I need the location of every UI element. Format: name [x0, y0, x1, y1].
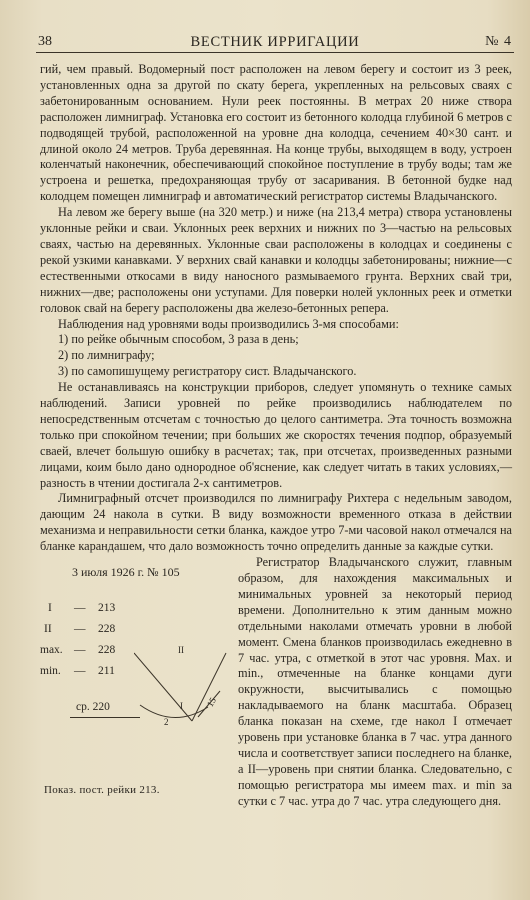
page-header — [38, 30, 512, 52]
registrator-arc-diagram — [134, 645, 228, 739]
figure-row — [40, 664, 126, 678]
figure-average-rule — [70, 717, 140, 718]
figure-row-name: max. — [40, 644, 63, 657]
header-rule — [36, 52, 514, 53]
registrator-blank-figure — [40, 557, 230, 797]
journal-title: ВЕСТНИК ИРРИГАЦИИ — [190, 34, 360, 50]
list-item: 1) по рейке обычным способом, 3 раза в день; — [58, 332, 299, 347]
figure-row-value: 228 — [98, 623, 116, 636]
figure-row-dash: — — [74, 644, 86, 657]
diagram-label-15: 15 — [204, 695, 218, 709]
diagram-label-i: I — [180, 701, 183, 712]
figure-row-dash: — — [74, 665, 86, 678]
paragraph: гий, чем правый. Водомерный пост расположен на левом берегу и состоит из 3 реек, установленных одна за другой по скату берега, укрепленных на рельсовых сваях с забетонированным основанием. Нули реек постоянны. В метрах 20 ниже створа расположен лимниграф. Установка его состоит из бетонного колодца глубиной 6 метров с подводящей трубой, расположенной на уровне дна колодца, сечением 40×30 сант. и длиной около 24 метров. Труба деревянная. На конце трубы, выходящем в воду, устроен коленчатый наконечник, обеспечивающий спокойное поступление в трубу воды; там же устроена и решетка, предохраняющая трубу от засаривания. В бетонной будке над колодцем помещен лимниграф и автоматический регистратор системы Владычанского. — [40, 62, 512, 204]
figure-row-name: I — [48, 602, 52, 615]
figure-row — [40, 601, 126, 615]
diagram-label-2: 2 — [164, 717, 169, 728]
list-item: 3) по самопишущему регистратору сист. Владычанского. — [58, 364, 357, 379]
paragraph: Не останавливаясь на конструкции приборов, следует упомянуть о технике самых наблюдений. Записи уровней по рейке производились наблюдателем по непосредственным отсчетам с точностью до целого сантиметра. Эта точность возможна только при спокойном течении; при больших же скоростях течения подпор, образуемый сваей, влечет большую ошибку в расчетах; так, при отсчетах, произведенных разными лицами, коим было дано однородное об'яснение, как следует читать в таких условиях,—разность в чтении достигала 2-х сантиметров. — [40, 380, 512, 490]
diagram-arc — [140, 705, 208, 718]
paragraph: Лимниграфный отсчет производился по лимниграфу Рихтера с недельным заводом, дающим 24 накола в сутки. В виду возможности временного отказа в действии механизма и неправильности сетки бланка, каждое утро 7-ми часовой накол отмечался на бланке карандашем, что дало возможность точно определить данные за каждые сутки. — [40, 491, 512, 554]
paragraph: Наблюдения над уровнями воды производились 3-мя способами: — [58, 316, 399, 331]
diagram-label-ii: II — [178, 645, 184, 656]
list-item: 2) по лимниграфу; — [58, 348, 155, 363]
figure-row — [40, 643, 126, 657]
figure-date-caption: 3 июля 1926 г. № 105 — [72, 565, 180, 580]
figure-row-dash: — — [74, 602, 86, 615]
issue-number: № 4 — [485, 34, 512, 49]
figure-row-dash: — — [74, 623, 86, 636]
diagram-ray-left — [134, 653, 192, 721]
figure-row-value: 211 — [98, 665, 115, 678]
figure-row-name: II — [44, 623, 52, 636]
paragraph: На левом же берегу выше (на 320 метр.) и ниже (на 213,4 метра) створа установлены уклонные рейки и сваи. Уклонных реек верхних и нижних по 3—частью на рельсовых сваях, частью на деревянных. Уклонные сваи расположены в колодцах и соединены с рекой узкими канавками. У верхних свай канавки и колодцы забетонированы; нижние—с естественными откосами в виду наносного размываемого грунта. Верхних свай три, нижних—две; расположены они уступами. Для поверки нолей уклонных реек и отметки головок свай на берегу расположены два железо-бетонных репера. — [40, 205, 512, 315]
figure-row-name: min. — [40, 665, 61, 678]
figure-bottom-caption: Показ. пост. рейки 213. — [44, 784, 160, 797]
diagram-ray-right — [192, 653, 226, 721]
paragraph: Регистратор Владычанского служит, главным образом, для нахождения максимальных и минимальных уровней за некоторый период времени. Дополнительно к этим данным можно отдельными наколами отмечать уровни в любой момент. Смена бланков производилась ежедневно в 7 час. утра, с отметкой в этот час уровня. Max. и min., отмеченные на бланке концами дуги окружности, высчитывались с помощью накладываемого на бланк масштаба. Образец бланка показан на схеме, где накол I отмечает уровень при установке бланка в 7 час. утра данного числа и соответствует записи последнего на бланке, а II—уровень при снятии бланка. Следовательно, с помощью регистратора мы имеем max. и min за сутки с 7 час. утра до 7 час. утра следующего дня. — [238, 555, 512, 808]
figure-row-value: 213 — [98, 602, 116, 615]
article-body — [40, 62, 512, 810]
figure-row-value: 228 — [98, 644, 116, 657]
figure-average: ср. 220 — [76, 701, 110, 714]
figure-row — [40, 622, 126, 636]
page-number: 38 — [38, 34, 52, 49]
